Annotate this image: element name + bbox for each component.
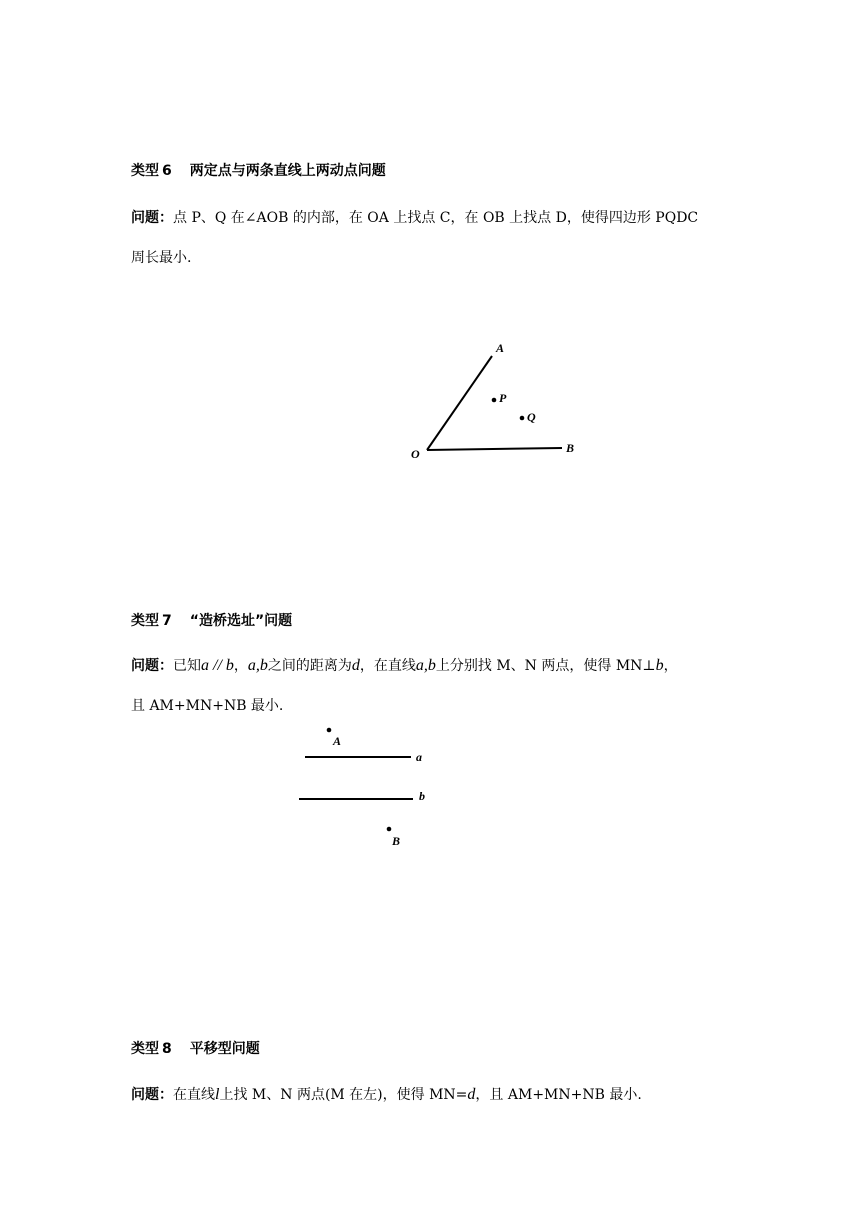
label-p: P: [499, 391, 507, 405]
text-part: 上分别找 M、N 两点，使得 MN⊥: [435, 658, 656, 674]
math-part: b: [655, 657, 664, 674]
problem-line-1: [131, 1075, 731, 1115]
section-8-heading: [131, 1038, 260, 1058]
problem-label: 问题：: [131, 658, 173, 674]
text-part: 已知: [173, 658, 201, 674]
heading-type-label: 类型: [131, 1041, 159, 1057]
label-o: O: [411, 447, 420, 461]
math-part: a // b: [201, 657, 234, 674]
point-a: [327, 728, 332, 733]
heading-number: 6: [162, 163, 172, 179]
section-8-problem: [131, 1075, 731, 1115]
point-b: [387, 827, 392, 832]
math-part: d: [467, 1086, 476, 1103]
problem-line-2: 且 AM+MN+NB 最小.: [131, 698, 284, 714]
heading-title: “造桥选址”问题: [189, 613, 293, 629]
text-part: 之间的距离为: [267, 658, 352, 674]
problem-line-2: 周长最小.: [131, 250, 192, 266]
heading-number: 8: [162, 1041, 172, 1057]
text-part: ，: [233, 658, 248, 674]
problem-label: 问题：: [131, 210, 173, 226]
math-part: a,b: [247, 657, 268, 674]
heading-title: 两定点与两条直线上两动点问题: [189, 163, 386, 179]
math-part: a,b: [415, 657, 436, 674]
problem-label: 问题：: [131, 1087, 173, 1103]
text-part: ，且 AM+MN+NB 最小.: [475, 1087, 642, 1103]
heading-type-label: 类型: [131, 613, 159, 629]
text-part: ，在直线: [359, 658, 416, 674]
label-line-b: b: [419, 789, 425, 803]
text-part: ，: [663, 658, 678, 674]
math-part: l: [215, 1086, 220, 1103]
label-q: Q: [527, 410, 536, 424]
label-line-a: a: [416, 750, 422, 764]
problem-text: 点 P、Q 在∠AOB 的内部，在 OA 上找点 C，在 OB 上找点 D，使得四边形 PQDC: [173, 210, 699, 226]
heading-number: 7: [162, 613, 172, 629]
text-part: 在直线: [173, 1087, 215, 1103]
label-b: B: [392, 834, 401, 848]
label-a: A: [496, 341, 505, 355]
heading-title: 平移型问题: [189, 1041, 260, 1057]
text-part: 上找 M、N 两点(M 在左)，使得 MN=: [219, 1087, 468, 1103]
label-a: A: [333, 734, 342, 748]
math-part: d: [351, 657, 360, 674]
label-b: B: [566, 441, 575, 455]
heading-type-label: 类型: [131, 163, 159, 179]
